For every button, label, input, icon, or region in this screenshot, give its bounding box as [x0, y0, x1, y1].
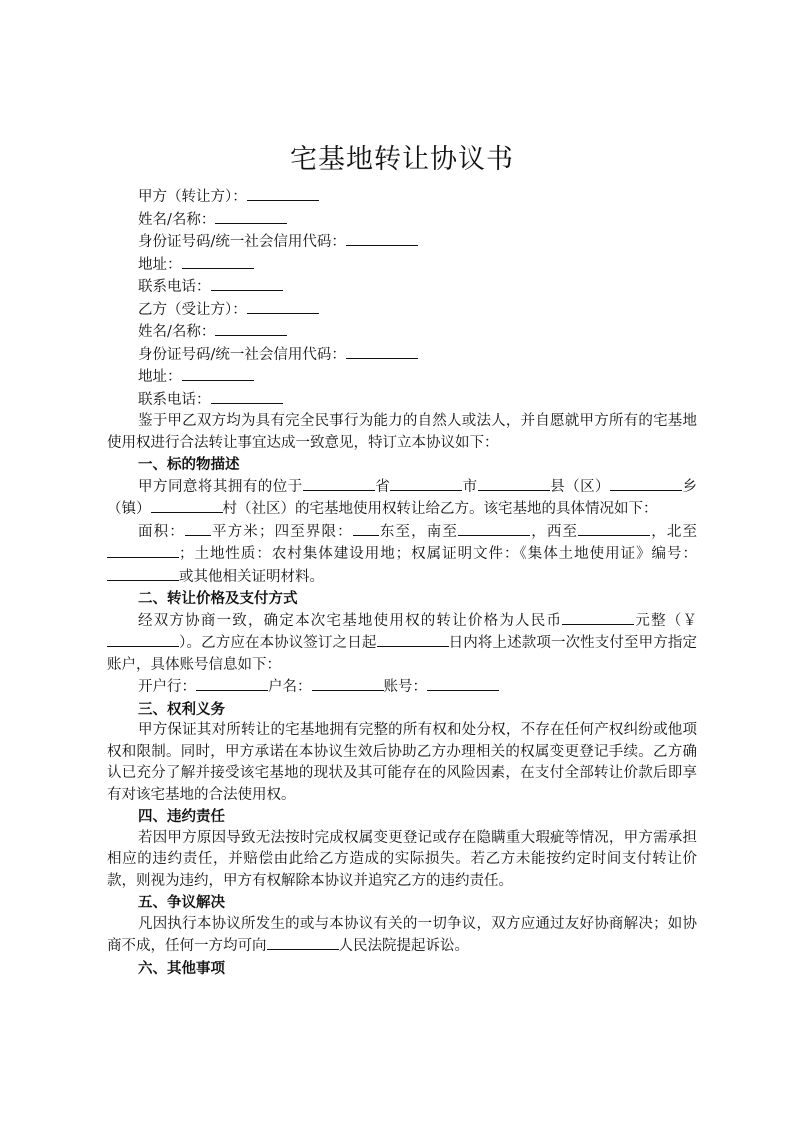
party-b-label: 乙方（受让方）：: [107, 299, 697, 322]
blank-field: [107, 632, 179, 647]
party-b-name: 姓名/名称：: [107, 321, 697, 344]
section-heading: 五、争议解决: [138, 894, 225, 911]
blank-field: [107, 566, 179, 581]
blank-field: [562, 610, 634, 625]
party-a-phone: 联系电话：: [107, 276, 697, 299]
document-title: 宅基地转让协议书: [290, 144, 514, 175]
blank-field: [247, 186, 319, 201]
party-b-address: 地址：: [107, 366, 697, 389]
blank-field: [215, 209, 287, 224]
section-heading: 三、权利义务: [138, 700, 225, 718]
blank-field: [182, 366, 254, 381]
section-heading: 六、其他事项: [138, 959, 225, 977]
blank-field: [247, 299, 319, 314]
subject-paragraph: 甲方同意将其拥有的位于 省 市 县（区） 乡（镇） 村（社区）的宅基地使用权转让给乙方。该宅基地的具体情况如下：: [107, 476, 697, 521]
blank-field: [182, 254, 254, 269]
party-a-name: 姓名/名称：: [107, 209, 697, 232]
bank-info-line: 开户行： 户名： 账号：: [107, 676, 697, 699]
document-page: [107, 140, 697, 979]
liability-paragraph: 若因甲方原因导致无法按时完成权属变更登记或存在隐瞒重大瑕疵等情况，甲方需承担相应的违约责任，并赔偿由此给乙方造成的实际损失。若乙方未能按约定时间支付转让价款，则视为违约，甲方有权解除本协议并追究乙方的违约责任。: [107, 829, 697, 889]
blank-field: [151, 498, 223, 513]
blank-field: [107, 543, 179, 558]
blank-field: [303, 476, 375, 491]
blank-field: [377, 632, 449, 647]
dispute-paragraph: 凡因执行本协议所发生的或与本协议有关的一切争议，双方应通过友好协商解决；如协商不成，任何一方均可向 人民法院提起诉讼。: [107, 915, 697, 954]
blank-field: [478, 476, 550, 491]
blank-field: [211, 276, 283, 291]
section-heading: 二、转让价格及支付方式: [138, 590, 298, 607]
blank-field: [211, 389, 283, 404]
blank-field: [610, 476, 682, 491]
price-paragraph: 经双方协商一致，确定本次宅基地使用权的转让价格为人民币 元整（￥）。乙方应在本协议签订之日起 日内将上述款项一次性支付至甲方指定账户，具体账号信息如下：: [107, 610, 697, 677]
party-a-id: 身份证号码/统一社会信用代码：: [107, 231, 697, 254]
blank-field: [267, 935, 339, 950]
blank-field: [185, 521, 211, 536]
blank-field: [196, 676, 268, 691]
blank-field: [427, 676, 499, 691]
rights-paragraph: 甲方保证其对所转让的宅基地拥有完整的所有权和处分权，不存在任何产权纠纷或他项权和限制。同时，甲方承诺在本协议生效后协助乙方办理相关的权属变更登记手续。乙方确认已充分了解并接受该宅基地的现状及其可能存在的风险因素，在支付全部转让价款后即享有对该宅基地的合法使用权。: [107, 722, 697, 803]
intro-paragraph: 鉴于甲乙双方均为具有完全民事行为能力的自然人或法人，并自愿就甲方所有的宅基地使用权进行合法转让事宜达成一致意见，特订立本协议如下：: [107, 413, 697, 451]
blank-field: [578, 521, 650, 536]
party-b-phone: 联系电话：: [107, 389, 697, 412]
blank-field: [215, 321, 287, 336]
party-b-id: 身份证号码/统一社会信用代码：: [107, 344, 697, 367]
blank-field: [458, 521, 530, 536]
section-heading: 一、标的物描述: [138, 456, 240, 473]
blank-field: [346, 344, 418, 359]
party-a-label: 甲方（转让方）：: [107, 186, 697, 209]
blank-field: [353, 521, 379, 536]
party-a-address: 地址：: [107, 254, 697, 277]
blank-field: [390, 476, 462, 491]
blank-field: [346, 231, 418, 246]
section-heading: 四、违约责任: [138, 808, 225, 825]
blank-field: [312, 676, 384, 691]
area-paragraph: 面积： 平方米；四至界限： 东至，南至 ，西至 ，北至；土地性质：农村集体建设用地；权属证明文件：《集体土地使用证》编号：或其他相关证明材料。: [107, 521, 697, 589]
